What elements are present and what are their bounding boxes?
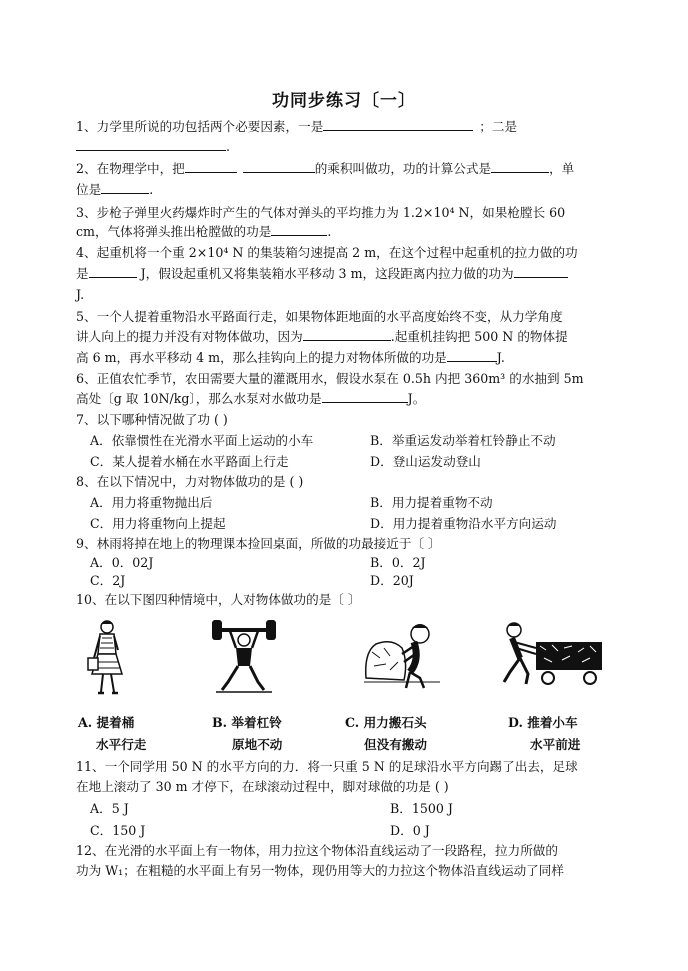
question-12: 12、在光滑的水平面上有一物体，用力拉这个物体沿直线运动了一段路程，拉力所做的 [76, 843, 558, 858]
question-5: 5、一个人提着重物沿水平路面行走，如果物体距地面的水平高度始终不变，从力学角度 [76, 309, 563, 324]
question-3: 3、步枪子弹里火药爆炸时产生的气体对弹头的平均推力为 1.2×10⁴ N，如果枪膛长 60 [76, 205, 566, 220]
question-2-cont: 位是 . [76, 182, 154, 197]
question-2: 2、在物理学中，把 的乘积叫做功，功的计算公式是 ，单 [76, 161, 575, 176]
question-5-cont: 讲人向上的提力并没有对物体做功，因为 .起重机挂钩把 500 N 的物体提 [76, 329, 568, 344]
question-5-cont2: 高 6 m，再水平移动 4 m，那么挂钩向上的提力对物体所做的功是 J. [76, 350, 505, 365]
answer-blank[interactable] [101, 181, 149, 194]
caption-c-line1: C. 用力搬石头 [345, 715, 427, 730]
option-9c[interactable]: C．2J [90, 573, 126, 588]
question-12-cont: 功为 W₁；在粗糙的水平面上有另一物体，现仍用等大的力拉这个物体沿直线运动了同样 [76, 863, 564, 878]
answer-blank[interactable] [303, 328, 391, 341]
question-10: 10、在以下图四种情境中，人对物体做功的是〔 〕 [76, 592, 361, 607]
person-pushing-cart-illustration [492, 618, 610, 690]
answer-blank[interactable] [271, 223, 327, 236]
question-9: 9、林雨将掉在地上的物理课本捡回桌面，所做的功最接近于〔 〕 [76, 536, 441, 551]
weightlifter-illustration [208, 618, 280, 696]
option-7c[interactable]: C．某人提着水桶在水平路面上行走 [90, 454, 289, 469]
option-11b[interactable]: B．1500 J [390, 801, 453, 816]
answer-blank[interactable] [243, 160, 315, 173]
question-6-cont: 高处〔g 取 10N/kg〕，那么水泵对水做功是 J。 [76, 391, 426, 406]
answer-blank[interactable] [76, 138, 226, 151]
answer-blank[interactable] [491, 160, 549, 173]
question-11-cont: 在地上滚动了 30 m 才停下，在球滚动过程中，脚对球做的功是 ( ) [76, 779, 449, 794]
option-9a[interactable]: A．0．02J [90, 555, 154, 570]
option-8c[interactable]: C．用力将重物向上提起 [90, 516, 226, 531]
option-8a[interactable]: A．用力将重物抛出后 [90, 495, 213, 510]
question-4: 4、起重机将一个重 2×10⁴ N 的集装箱匀速提高 2 m，在这个过程中起重机的拉力做的功 [76, 245, 578, 260]
option-8d[interactable]: D．用力提着重物沿水平方向运动 [370, 516, 557, 531]
question-1-cont: . [76, 138, 616, 156]
woman-carrying-bucket-illustration [82, 618, 132, 698]
question-1: 1、力学里所说的功包括两个必要因素，一是 ；二是 [76, 119, 518, 134]
answer-blank[interactable] [323, 118, 473, 131]
caption-b-line2: 原地不动 [232, 737, 283, 752]
caption-c-line2: 但没有搬动 [364, 737, 427, 752]
caption-d-line1: D. 推着小车 [508, 715, 578, 730]
option-8b[interactable]: B．用力提着重物不动 [370, 495, 493, 510]
question-7: 7、以下哪种情况做了功 ( ) [76, 412, 228, 427]
option-7d[interactable]: D．登山运发动登山 [370, 454, 481, 469]
caption-d-line2: 水平前进 [530, 737, 581, 752]
option-9b[interactable]: B．0．2J [370, 555, 426, 570]
answer-blank[interactable] [514, 265, 568, 278]
answer-blank[interactable] [89, 265, 137, 278]
caption-b-line1: B. 举着杠铃 [212, 715, 282, 730]
option-11c[interactable]: C．150 J [90, 823, 146, 838]
question-11: 11、一个同学用 50 N 的水平方向的力．将一只重 5 N 的足球沿水平方向踢了出去，足球 [76, 759, 578, 774]
answer-blank[interactable] [322, 390, 408, 403]
question-4-cont: 是 J，假设起重机又将集装箱水平移动 3 m，这段距离内拉力做的功为 [76, 265, 616, 283]
option-9d[interactable]: D．20J [370, 573, 414, 588]
answer-blank[interactable] [447, 349, 497, 362]
question-8: 8、在以下情况中，力对物体做功的是 ( ) [76, 474, 304, 489]
person-pushing-stone-illustration [362, 618, 442, 692]
question-4-cont2: J. [76, 287, 85, 302]
option-11d[interactable]: D．0 J [390, 823, 430, 838]
caption-a-line2: 水平行走 [96, 737, 147, 752]
option-11a[interactable]: A．5 J [90, 801, 129, 816]
answer-blank[interactable] [185, 160, 237, 173]
page-title: 功同步练习〔一〕 [272, 91, 416, 111]
question-3-cont: cm，气体将弹头推出枪膛做的功是 . [76, 224, 332, 239]
option-7b[interactable]: B．举重运发动举着杠铃静止不动 [370, 433, 556, 448]
caption-a-line1: A. 提着桶 [78, 715, 135, 730]
option-7a[interactable]: A．依靠惯性在光滑水平面上运动的小车 [90, 433, 314, 448]
question-6: 6、正值农忙季节，农田需要大量的灌溉用水，假设水泵在 0.5h 内把 360m³ 的水抽到 5m [76, 371, 584, 386]
